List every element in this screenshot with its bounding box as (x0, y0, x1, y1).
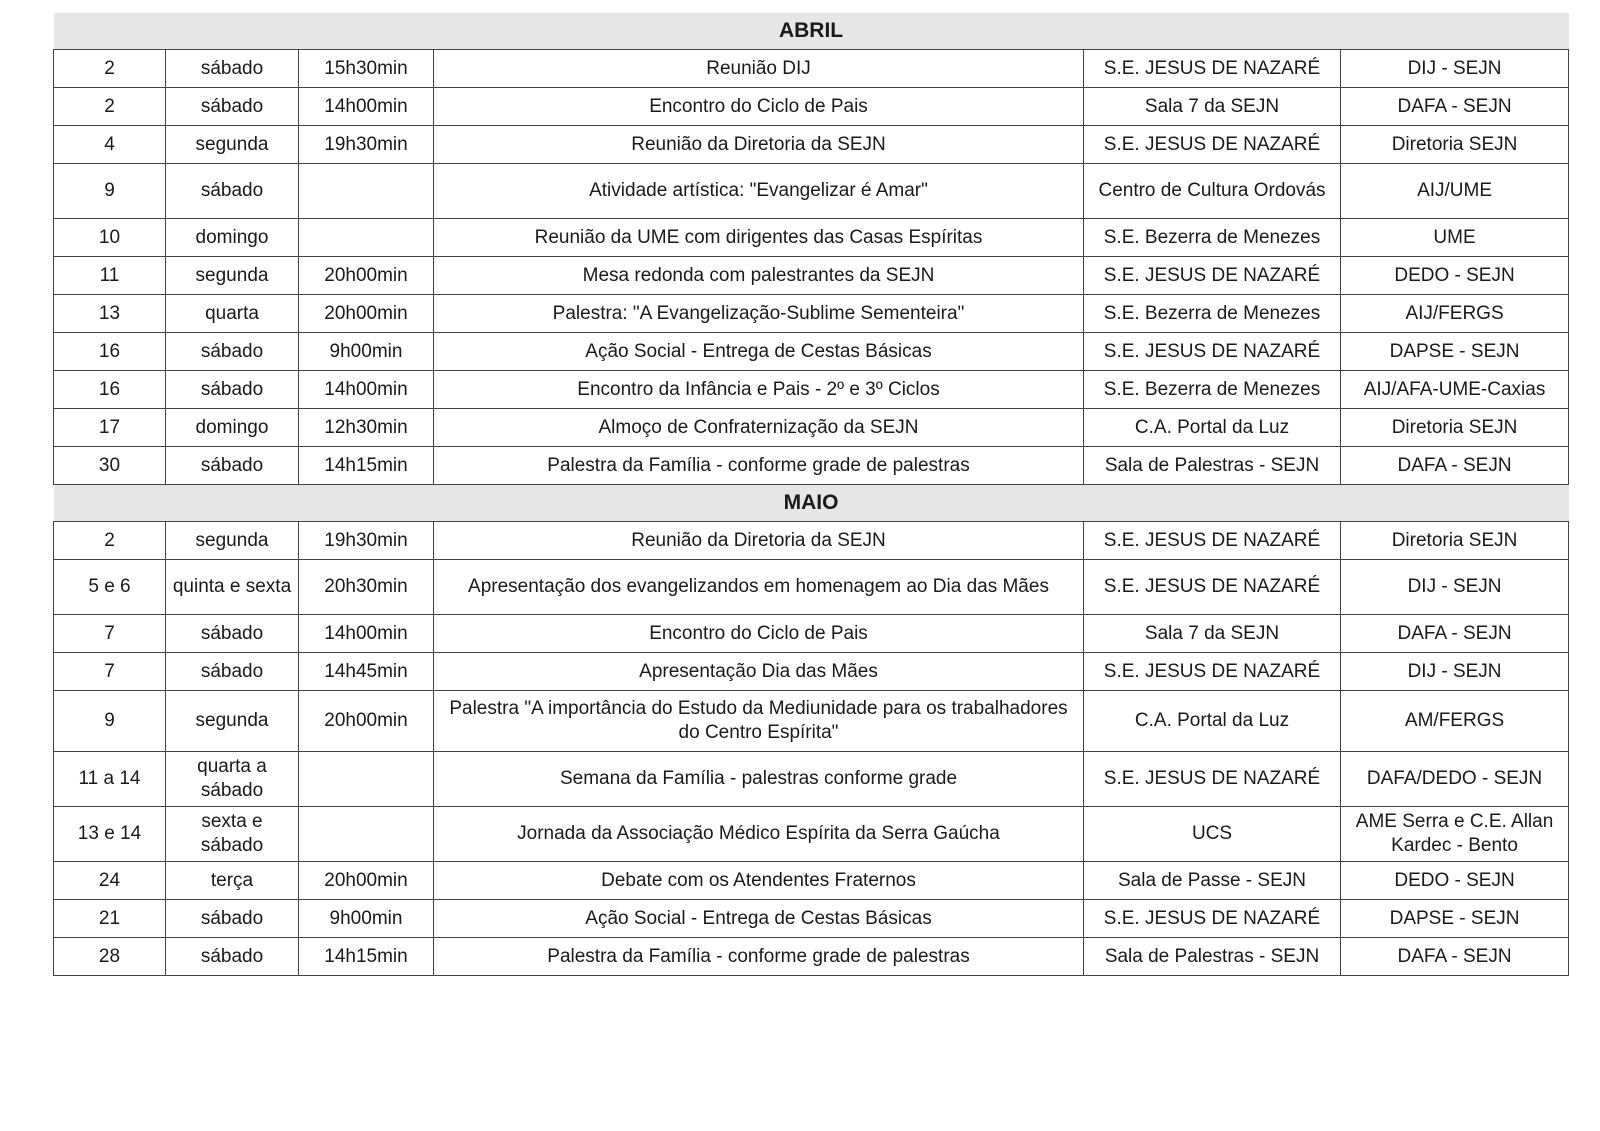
event-day: 13 e 14 (54, 807, 166, 862)
schedule-table (53, 13, 1569, 976)
event-description: Atividade artística: "Evangelizar é Amar" (434, 164, 1084, 219)
event-organizer: DAFA - SEJN (1341, 88, 1569, 126)
event-place: Centro de Cultura Ordovás (1084, 164, 1341, 219)
event-description: Semana da Família - palestras conforme grade (434, 752, 1084, 807)
event-weekday: sábado (166, 615, 299, 653)
event-description: Encontro do Ciclo de Pais (434, 615, 1084, 653)
table-row (54, 295, 1569, 333)
event-weekday: sábado (166, 88, 299, 126)
event-description: Mesa redonda com palestrantes da SEJN (434, 257, 1084, 295)
table-row (54, 126, 1569, 164)
table-row (54, 88, 1569, 126)
event-day: 2 (54, 522, 166, 560)
event-organizer: AME Serra e C.E. Allan Kardec - Bento (1341, 807, 1569, 862)
event-weekday: terça (166, 862, 299, 900)
event-day: 7 (54, 653, 166, 691)
event-weekday: sábado (166, 371, 299, 409)
table-row (54, 653, 1569, 691)
event-organizer: AIJ/FERGS (1341, 295, 1569, 333)
event-time: 14h00min (299, 615, 434, 653)
event-description: Reunião da Diretoria da SEJN (434, 522, 1084, 560)
event-organizer: Diretoria SEJN (1341, 409, 1569, 447)
event-place: S.E. JESUS DE NAZARÉ (1084, 900, 1341, 938)
event-day: 9 (54, 164, 166, 219)
event-weekday: sexta e sábado (166, 807, 299, 862)
event-weekday: sábado (166, 164, 299, 219)
event-weekday: sábado (166, 653, 299, 691)
event-weekday: segunda (166, 522, 299, 560)
event-time: 20h00min (299, 257, 434, 295)
event-time: 19h30min (299, 522, 434, 560)
event-weekday: quarta (166, 295, 299, 333)
event-organizer: DIJ - SEJN (1341, 50, 1569, 88)
event-organizer: DAPSE - SEJN (1341, 900, 1569, 938)
table-row (54, 50, 1569, 88)
event-day: 4 (54, 126, 166, 164)
schedule-body (54, 13, 1569, 976)
table-row (54, 409, 1569, 447)
event-organizer: Diretoria SEJN (1341, 126, 1569, 164)
event-organizer: DAFA - SEJN (1341, 615, 1569, 653)
event-day: 9 (54, 691, 166, 752)
event-time (299, 807, 434, 862)
event-schedule (53, 13, 1568, 976)
event-day: 13 (54, 295, 166, 333)
event-time: 20h00min (299, 295, 434, 333)
event-weekday: sábado (166, 50, 299, 88)
event-time: 14h00min (299, 371, 434, 409)
event-description: Reunião da UME com dirigentes das Casas Espíritas (434, 219, 1084, 257)
event-organizer: DEDO - SEJN (1341, 257, 1569, 295)
event-time: 9h00min (299, 333, 434, 371)
table-row (54, 900, 1569, 938)
event-organizer: DEDO - SEJN (1341, 862, 1569, 900)
table-row (54, 447, 1569, 485)
month-header-row (54, 485, 1569, 522)
event-day: 21 (54, 900, 166, 938)
event-time: 14h15min (299, 938, 434, 976)
event-place: Sala 7 da SEJN (1084, 88, 1341, 126)
event-organizer: DIJ - SEJN (1341, 560, 1569, 615)
event-weekday: domingo (166, 219, 299, 257)
event-place: S.E. Bezerra de Menezes (1084, 371, 1341, 409)
event-weekday: quarta a sábado (166, 752, 299, 807)
event-place: S.E. JESUS DE NAZARÉ (1084, 522, 1341, 560)
event-description: Encontro da Infância e Pais - 2º e 3º Ciclos (434, 371, 1084, 409)
table-row (54, 938, 1569, 976)
event-time: 12h30min (299, 409, 434, 447)
event-time (299, 219, 434, 257)
event-place: Sala de Passe - SEJN (1084, 862, 1341, 900)
event-weekday: segunda (166, 257, 299, 295)
month-header-row (54, 13, 1569, 50)
event-organizer: AM/FERGS (1341, 691, 1569, 752)
event-day: 5 e 6 (54, 560, 166, 615)
event-organizer: DAFA - SEJN (1341, 938, 1569, 976)
event-description: Jornada da Associação Médico Espírita da Serra Gaúcha (434, 807, 1084, 862)
event-time: 14h00min (299, 88, 434, 126)
event-place: S.E. JESUS DE NAZARÉ (1084, 653, 1341, 691)
event-organizer: AIJ/UME (1341, 164, 1569, 219)
event-organizer: DAFA - SEJN (1341, 447, 1569, 485)
event-time: 14h15min (299, 447, 434, 485)
event-description: Apresentação dos evangelizandos em homenagem ao Dia das Mães (434, 560, 1084, 615)
month-title: MAIO (54, 485, 1569, 522)
event-day: 17 (54, 409, 166, 447)
event-description: Almoço de Confraternização da SEJN (434, 409, 1084, 447)
event-description: Reunião DIJ (434, 50, 1084, 88)
event-day: 24 (54, 862, 166, 900)
event-day: 16 (54, 333, 166, 371)
event-time: 20h00min (299, 862, 434, 900)
event-description: Apresentação Dia das Mães (434, 653, 1084, 691)
event-description: Palestra "A importância do Estudo da Mediunidade para os trabalhadores do Centro Espírita" (434, 691, 1084, 752)
event-weekday: segunda (166, 691, 299, 752)
event-time: 19h30min (299, 126, 434, 164)
event-time: 14h45min (299, 653, 434, 691)
event-place: S.E. JESUS DE NAZARÉ (1084, 752, 1341, 807)
event-day: 28 (54, 938, 166, 976)
event-time: 15h30min (299, 50, 434, 88)
event-description: Debate com os Atendentes Fraternos (434, 862, 1084, 900)
event-organizer: AIJ/AFA-UME-Caxias (1341, 371, 1569, 409)
table-row (54, 164, 1569, 219)
month-title: ABRIL (54, 13, 1569, 50)
event-organizer: DAPSE - SEJN (1341, 333, 1569, 371)
event-description: Ação Social - Entrega de Cestas Básicas (434, 900, 1084, 938)
table-row (54, 333, 1569, 371)
table-row (54, 219, 1569, 257)
event-organizer: DIJ - SEJN (1341, 653, 1569, 691)
event-place: Sala de Palestras - SEJN (1084, 938, 1341, 976)
event-weekday: sábado (166, 447, 299, 485)
event-place: S.E. Bezerra de Menezes (1084, 295, 1341, 333)
event-time (299, 752, 434, 807)
event-description: Ação Social - Entrega de Cestas Básicas (434, 333, 1084, 371)
event-day: 11 (54, 257, 166, 295)
event-time (299, 164, 434, 219)
table-row (54, 752, 1569, 807)
event-weekday: segunda (166, 126, 299, 164)
event-day: 2 (54, 88, 166, 126)
event-weekday: quinta e sexta (166, 560, 299, 615)
event-place: Sala de Palestras - SEJN (1084, 447, 1341, 485)
event-place: S.E. JESUS DE NAZARÉ (1084, 257, 1341, 295)
event-weekday: sábado (166, 938, 299, 976)
table-row (54, 862, 1569, 900)
event-place: C.A. Portal da Luz (1084, 409, 1341, 447)
event-place: S.E. JESUS DE NAZARÉ (1084, 126, 1341, 164)
event-organizer: Diretoria SEJN (1341, 522, 1569, 560)
table-row (54, 807, 1569, 862)
table-row (54, 257, 1569, 295)
event-day: 10 (54, 219, 166, 257)
event-weekday: domingo (166, 409, 299, 447)
event-description: Reunião da Diretoria da SEJN (434, 126, 1084, 164)
event-weekday: sábado (166, 333, 299, 371)
event-time: 20h30min (299, 560, 434, 615)
event-description: Palestra da Família - conforme grade de palestras (434, 447, 1084, 485)
table-row (54, 615, 1569, 653)
event-organizer: DAFA/DEDO - SEJN (1341, 752, 1569, 807)
event-place: UCS (1084, 807, 1341, 862)
event-organizer: UME (1341, 219, 1569, 257)
event-place: Sala 7 da SEJN (1084, 615, 1341, 653)
table-row (54, 560, 1569, 615)
event-time: 20h00min (299, 691, 434, 752)
event-place: S.E. JESUS DE NAZARÉ (1084, 50, 1341, 88)
event-day: 30 (54, 447, 166, 485)
event-place: C.A. Portal da Luz (1084, 691, 1341, 752)
event-weekday: sábado (166, 900, 299, 938)
event-time: 9h00min (299, 900, 434, 938)
event-place: S.E. Bezerra de Menezes (1084, 219, 1341, 257)
event-description: Palestra da Família - conforme grade de palestras (434, 938, 1084, 976)
table-row (54, 691, 1569, 752)
event-day: 7 (54, 615, 166, 653)
table-row (54, 371, 1569, 409)
event-place: S.E. JESUS DE NAZARÉ (1084, 560, 1341, 615)
event-place: S.E. JESUS DE NAZARÉ (1084, 333, 1341, 371)
event-day: 16 (54, 371, 166, 409)
table-row (54, 522, 1569, 560)
event-day: 2 (54, 50, 166, 88)
event-day: 11 a 14 (54, 752, 166, 807)
event-description: Encontro do Ciclo de Pais (434, 88, 1084, 126)
event-description: Palestra: "A Evangelização-Sublime Sementeira" (434, 295, 1084, 333)
